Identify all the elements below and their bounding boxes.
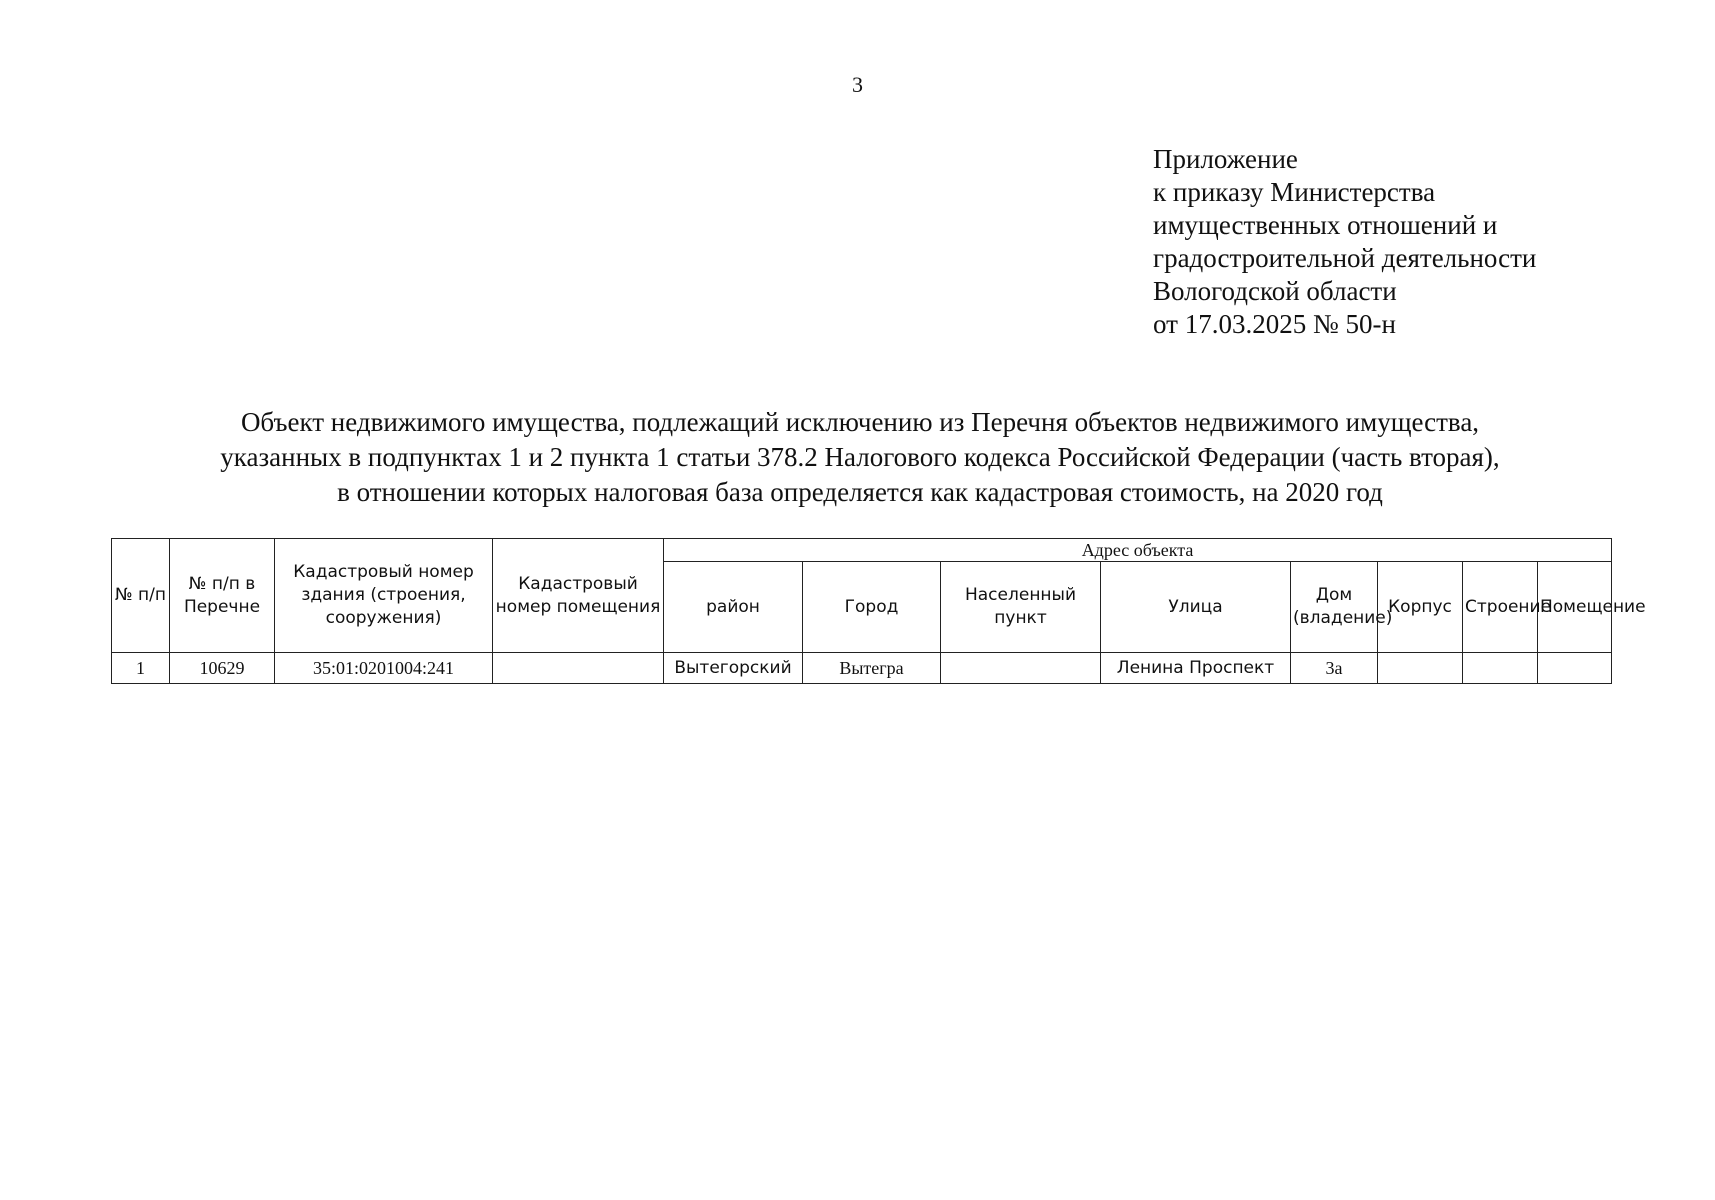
header-address-group: Адрес объекта (664, 539, 1612, 562)
cell-room (1538, 653, 1612, 684)
header-city: Город (803, 562, 941, 653)
header-building-cadastral: Кадастровый номер здания (строения, сооружения) (275, 539, 493, 653)
title-line: в отношении которых налоговая база определяется как кадастровая стоимость, на 2020 год (337, 477, 1383, 507)
appendix-line: от 17.03.2025 № 50-н (1153, 309, 1396, 339)
appendix-line: Приложение (1153, 144, 1298, 174)
header-num: № п/п (112, 539, 170, 653)
cell-korpus (1378, 653, 1463, 684)
appendix-block (1153, 143, 1536, 341)
header-settlement: Населенный пункт (941, 562, 1101, 653)
appendix-line: Вологодской области (1153, 276, 1397, 306)
objects-table (111, 538, 1646, 684)
cell-district: Вытегорский (664, 653, 803, 684)
cell-building-cadastral: 35:01:0201004:241 (275, 653, 493, 684)
document-title (100, 405, 1620, 510)
header-list-num: № п/п в Перечне (170, 539, 275, 653)
cell-list-num: 10629 (170, 653, 275, 684)
header-building: Строение (1463, 562, 1538, 653)
header-street: Улица (1101, 562, 1291, 653)
cell-city: Вытегра (803, 653, 941, 684)
header-room-cadastral: Кадастровый номер помещения (493, 539, 664, 653)
cell-building (1463, 653, 1538, 684)
cell-num: 1 (112, 653, 170, 684)
appendix-line: имущественных отношений и (1153, 210, 1498, 240)
table-row (112, 653, 1612, 684)
header-korpus: Корпус (1378, 562, 1463, 653)
appendix-line: градостроительной деятельности (1153, 243, 1537, 273)
title-line: указанных в подпунктах 1 и 2 пункта 1 статьи 378.2 Налогового кодекса Российской Федерации (часть вторая), (220, 442, 1500, 472)
header-row (112, 539, 1612, 562)
title-line: Объект недвижимого имущества, подлежащий исключению из Перечня объектов недвижимого имущества, (240, 407, 1480, 437)
cell-house: 3а (1291, 653, 1378, 684)
cell-room-cadastral (493, 653, 664, 684)
page-number: 3 (852, 72, 863, 97)
appendix-line: к приказу Министерства (1153, 177, 1436, 207)
cell-settlement (941, 653, 1101, 684)
cell-street: Ленина Проспект (1101, 653, 1291, 684)
header-room: Помещение (1538, 562, 1612, 653)
header-house: Дом (владение) (1291, 562, 1378, 653)
header-district: район (664, 562, 803, 653)
